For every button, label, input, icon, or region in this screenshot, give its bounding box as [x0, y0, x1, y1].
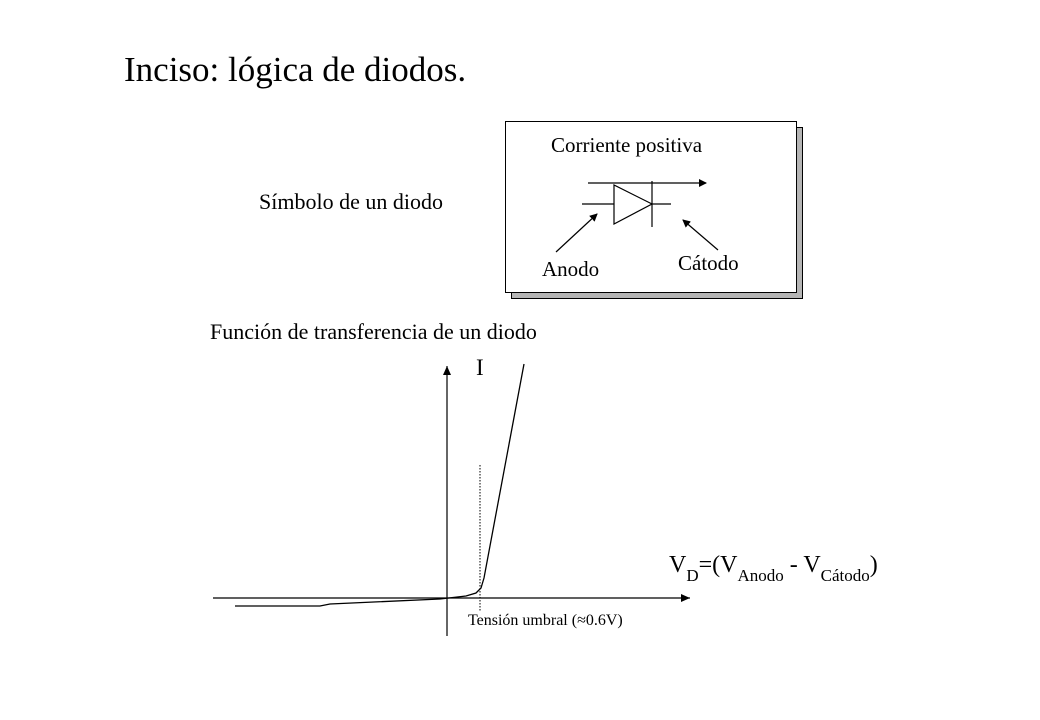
slide-title: Inciso: lógica de diodos. [124, 50, 467, 89]
x-axis-label-minus: - V [783, 552, 821, 578]
transfer-function-label: Función de transferencia de un diodo [210, 319, 537, 344]
threshold-label: Tensión umbral (≈0.6V) [468, 612, 623, 629]
x-axis-label-d-sub: D [686, 566, 699, 585]
y-axis-label: I [476, 355, 484, 380]
iv-curve [235, 364, 524, 606]
diode-symbol-label: Símbolo de un diodo [259, 189, 443, 214]
x-axis-label-close: ) [869, 552, 878, 578]
x-axis-label-eq: =(V [698, 552, 738, 578]
x-axis-label-v: V [669, 552, 687, 578]
x-axis-label-anode-sub: Anodo [737, 566, 784, 585]
cathode-label: Cátodo [678, 251, 739, 275]
x-axis-label-cathode-sub: Cátodo [820, 566, 870, 585]
x-axis-label [669, 550, 878, 591]
anode-label: Anodo [542, 257, 600, 281]
current-label: Corriente positiva [551, 133, 703, 157]
